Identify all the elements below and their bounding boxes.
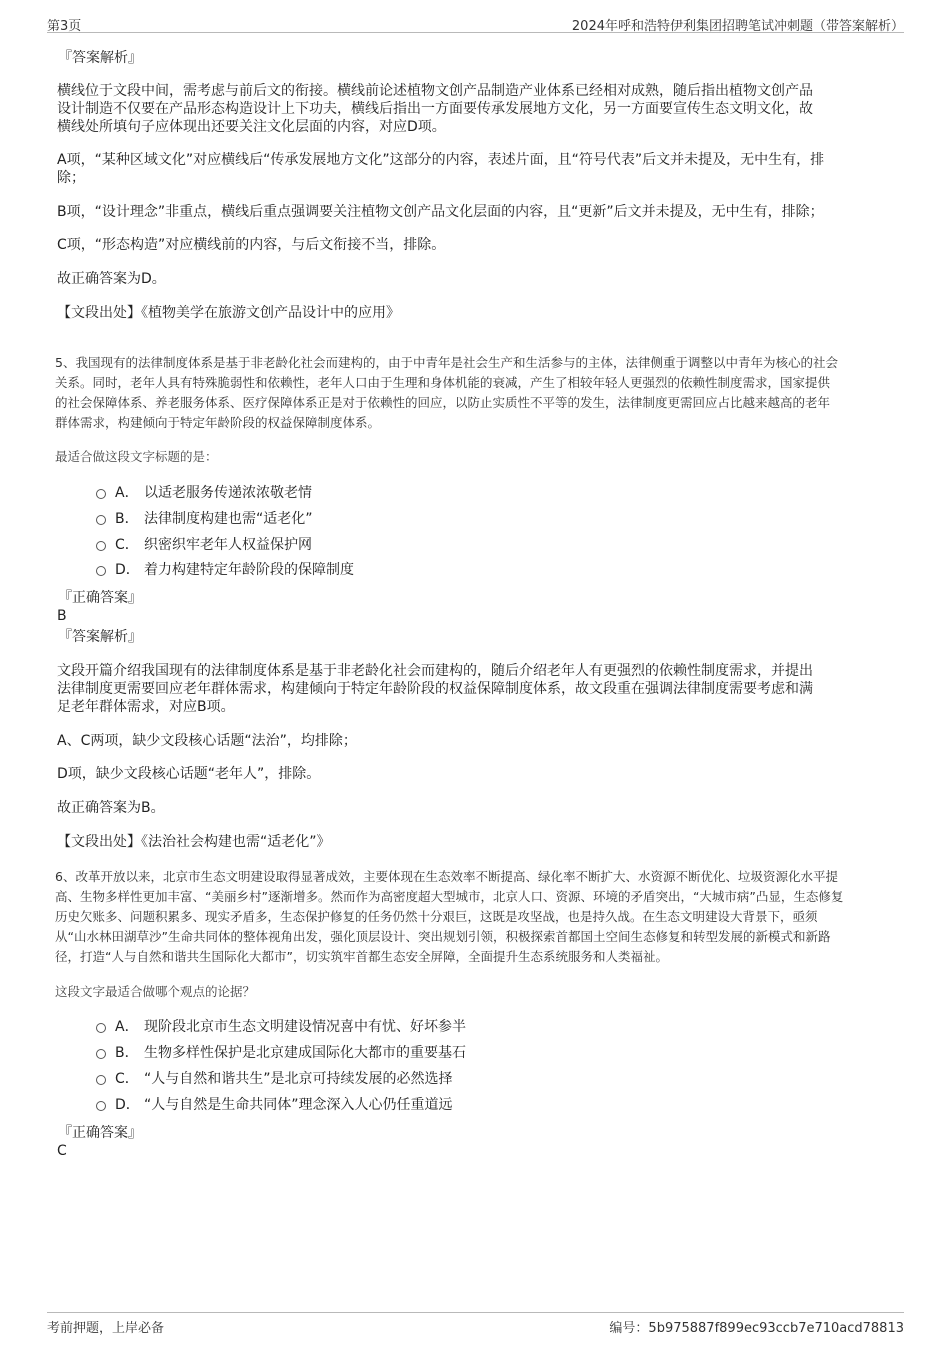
footer-slogan: 考前押题，上岸必备: [47, 1321, 165, 1336]
radio-button-icon[interactable]: [96, 1075, 106, 1085]
q5-source: 【文段出处】《法治社会构建也需“适老化”》: [57, 834, 331, 850]
q5-option-d-analysis: D项，缺少文段核心话题“老年人”，排除。: [57, 766, 321, 782]
q5-conclusion: 故正确答案为B。: [57, 800, 165, 816]
q4-analysis-line-3: 横线处所填句子应体现出还要关注文化层面的内容，对应D项。: [57, 119, 446, 135]
page-footer: [47, 1312, 904, 1337]
q5-option-ac-analysis: A、C两项，缺少文段核心话题“法治”，均排除；: [57, 733, 357, 749]
q6-answer: C: [57, 1143, 67, 1159]
q4-option-c-analysis: C项，“形态构造”对应横线前的内容，与后文衔接不当，排除。: [57, 237, 446, 253]
q5-analysis-line-1: 文段开篇介绍我国现有的法律制度体系是基于非老龄化社会而建构的，随后介绍老年人有更强烈的依赖性制度需求，并提出: [57, 663, 813, 679]
q4-analysis-line-1: 横线位于文段中间，需考虑与前后文的衔接。横线前论述植物文创产品制造产业体系已经相对成熟，随后指出植物文创产品: [57, 83, 813, 99]
q6-answer-label: 『正确答案』: [58, 1125, 142, 1141]
q4-source: 【文段出处】《植物美学在旅游文创产品设计中的应用》: [57, 305, 400, 321]
q4-option-a-analysis-1: A项，“某种区域文化”对应横线后“传承发展地方文化”这部分的内容，表述片面，且“符号代表”后文并未提及，无中生有，排: [57, 152, 825, 168]
q6-stem-line-1: 6、改革开放以来，北京市生态文明建设取得显著成效，主要体现在生态效率不断提高、绿化率不断扩大、水资源不断优化、垃圾资源化水平提: [55, 869, 838, 884]
radio-button-icon[interactable]: [96, 489, 106, 499]
q4-analysis-label: 『答案解析』: [58, 50, 142, 66]
radio-button-icon[interactable]: [96, 566, 106, 576]
radio-button-icon[interactable]: [96, 541, 106, 551]
radio-button-icon[interactable]: [96, 1049, 106, 1059]
page-number: 第3页: [47, 19, 82, 34]
q4-conclusion: 故正确答案为D。: [57, 271, 166, 287]
q5-analysis-label: 『答案解析』: [58, 629, 142, 645]
q5-stem-line-2: 关系。同时，老年人具有特殊脆弱性和依赖性，老年人口由于生理和身体机能的衰减，产生了相较年轻人更强烈的依赖性制度需求，国家提供: [55, 375, 831, 390]
q5-question: 最适合做这段文字标题的是：: [55, 449, 218, 464]
q6-stem-line-2: 高、生物多样性更加丰富、“美丽乡村”逐渐增多。然而作为高密度超大型城市，北京人口、资源、环境的矛盾突出，“大城市病”凸显，生态修复: [55, 889, 844, 904]
radio-button-icon[interactable]: [96, 1101, 106, 1111]
q6-question: 这段文字最适合做哪个观点的论据？: [55, 984, 256, 999]
q5-stem-line-1: 5、我国现有的法律制度体系是基于非老龄化社会而建构的，由于中青年是社会生产和生活参与的主体，法律侧重于调整以中青年为核心的社会: [55, 355, 838, 370]
q5-answer-label: 『正确答案』: [58, 590, 142, 606]
q6-stem-line-4: 从“山水林田湖草沙”生命共同体的整体视角出发，强化顶层设计、突出规划引领，积极探索首都国土空间生态修复和转型发展的新模式和新路: [55, 929, 831, 944]
q5-analysis-line-2: 法律制度更需要回应老年群体需求，构建倾向于特定年龄阶段的权益保障制度体系，故文段重在强调法律制度需要考虑和满: [57, 681, 813, 697]
q6-stem-line-3: 历史欠账多、问题积累多、现实矛盾多，生态保护修复的任务仍然十分艰巨，这既是攻坚战，也是持久战。在生态文明建设大背景下，亟须: [55, 909, 818, 924]
radio-button-icon[interactable]: [96, 515, 106, 525]
q5-analysis-line-3: 足老年群体需求，对应B项。: [57, 699, 235, 715]
document-code: 编号：5b975887f899ec93ccb7e710acd78813: [609, 1321, 904, 1336]
page-header: [47, 12, 904, 33]
q4-option-b-analysis: B项，“设计理念”非重点，横线后重点强调要关注植物文创产品文化层面的内容，且“更新”后文并未提及，无中生有，排除；: [57, 204, 824, 220]
q5-answer: B: [57, 608, 67, 624]
q6-stem-line-5: 径，打造“人与自然和谐共生国际化大都市”，切实筑牢首都生态安全屏障，全面提升生态系统服务和人类福祉。: [55, 949, 668, 964]
radio-button-icon[interactable]: [96, 1023, 106, 1033]
document-title: 2024年呼和浩特伊利集团招聘笔试冲刺题（带答案解析）: [571, 19, 904, 34]
q5-stem-line-4: 群体需求，构建倾向于特定年龄阶段的权益保障制度体系。: [55, 415, 381, 430]
q4-option-a-analysis-2: 除；: [57, 170, 85, 186]
q4-analysis-line-2: 设计制造不仅要在产品形态构造设计上下功夫，横线后指出一方面要传承发展地方文化，另一方面要宣传生态文明文化，故: [57, 101, 813, 117]
q5-stem-line-3: 的社会保障体系、养老服务体系、医疗保障体系正是对于依赖性的回应，以防止实质性不平等的发生，法律制度更需回应占比越来越高的老年: [55, 395, 831, 410]
